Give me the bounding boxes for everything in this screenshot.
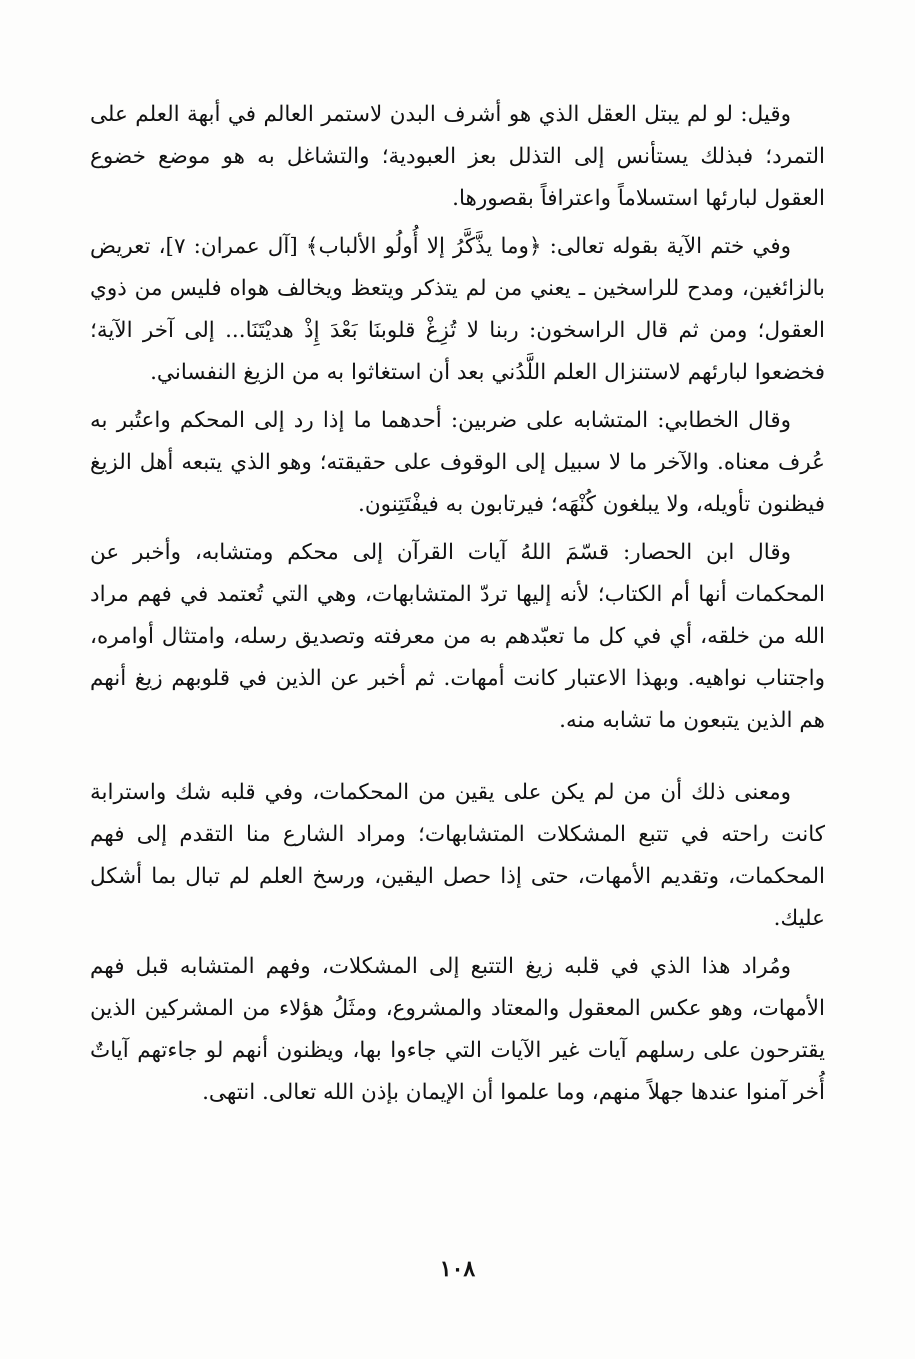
page-number: ١٠٨ <box>439 1256 476 1282</box>
paragraph-1: وقيل: لو لم يبتل العقل الذي هو أشرف البدن لاستمر العالم في أبهة العلم على التمرد؛ فبذلك يستأنس إلى التذلل بعز العبودية؛ والتشاغل به هو موضع خضوع العقول لبارئها استسلاماً واعترافاً بقصورها. <box>90 102 825 211</box>
paragraph-6: ومُراد هذا الذي في قلبه زيغ التتبع إلى المشكلات، وفهم المتشابه قبل فهم الأمهات، وهو عكس المعقول والمعتاد والمشروع، ومثَلُ هؤلاء من المشركين الذين يقترحون على رسلهم آيات غير الآيات التي جاءوا بها، ويظنون أنهم لو جاءتهم آياتٌ أُخر آمنوا عندها جهلاً منهم، وما علموا أن الإيمان بإذن الله تعالى. انتهى. <box>90 954 825 1105</box>
paragraph-3: وقال الخطابي: المتشابه على ضربين: أحدهما ما إذا رد إلى المحكم واعتُبر به عُرف معناه. والآخر ما لا سبيل إلى الوقوف على حقيقته؛ وهو الذي يتبعه أهل الزيغ فيظنون تأويله، ولا يبلغون كُنْهَه؛ فيرتابون به فيفْتَتِنون. <box>90 408 825 517</box>
paragraph-5: ومعنى ذلك أن من لم يكن على يقين من المحكمات، وفي قلبه شك واسترابة كانت راحته في تتبع المشكلات المتشابهات؛ ومراد الشارع منا التقدم إلى فهم المحكمات، وتقديم الأمهات، حتى إذا حصل اليقين، ورسخ العلم لم تبال بما أشكل عليك. <box>90 780 825 931</box>
paragraph-4: وقال ابن الحصار: قسّمَ اللهُ آيات القرآن إلى محكم ومتشابه، وأخبر عن المحكمات أنها أم الكتاب؛ لأنه إليها تردّ المتشابهات، وهي التي تُعتمد في فهم مراد الله من خلقه، أي في كل ما تعبّدهم به من معرفته وتصديق رسله، وامتثال أوامره، واجتناب نواهيه. وبهذا الاعتبار كانت أمهات. ثم أخبر عن الذين في قلوبهم زيغ أنهم هم الذين يتبعون ما تشابه منه. <box>90 540 825 733</box>
page-body-text <box>90 94 825 1120</box>
paragraph-2: وفي ختم الآية بقوله تعالى: ﴿وما يذَّكَّرُ إلا أُولُو الألباب﴾ [آل عمران: ٧]، تعريض بالزائغين، ومدح للراسخين ـ يعني من لم يتذكر ويتعظ ويخالف هواه فليس من ذوي العقول؛ ومن ثم قال الراسخون: ربنا لا تُزِغْ قلوبنَا بَعْدَ إِذْ هديْتَنَا... إلى آخر الآية؛ فخضعوا لبارئهم لاستنزال العلم اللَّدُني بعد أن استغاثوا به من الزيغ النفساني. <box>90 234 825 385</box>
